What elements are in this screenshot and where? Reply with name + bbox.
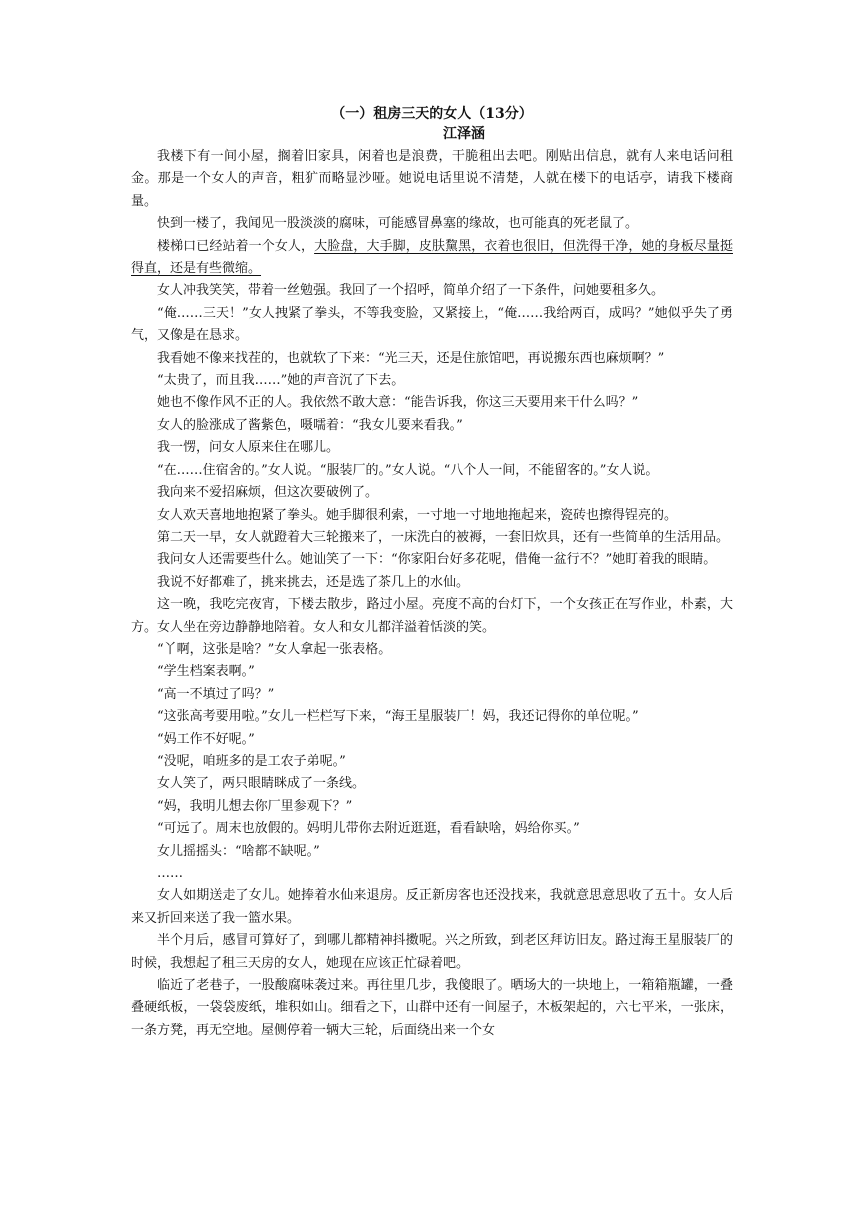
paragraph: “高一不填过了吗？”	[157, 686, 275, 702]
article-author: 江泽涵	[443, 126, 485, 142]
paragraph: 女人冲我笑笑，带着一丝勉强。我回了一个招呼，简单介绍了一下条件，问她要租多久。	[157, 283, 665, 299]
paragraph: 女人欢天喜地地抱紧了拳头。她手脚很利索，一寸地一寸地地拖起来，瓷砖也擦得锃亮的。	[157, 507, 678, 523]
paragraph: 女儿摇摇头：“啥都不缺呢。”	[157, 843, 320, 859]
paragraph: 我向来不爱招麻烦，但这次要破例了。	[157, 485, 379, 501]
paragraph: 第二天一早，女人就蹬着大三轮搬来了，一床洗白的被褥，一套旧炊具，还有一些简单的生活用品。	[157, 529, 730, 545]
paragraph: 女人如期送走了女儿。她捧着水仙来退房。反正新房客也还没找来，我就意思意思收了五十。女人后来又折回来送了我一篮水果。	[131, 888, 733, 926]
paragraph: 临近了老巷子，一股酸腐味袭过来。再往里几步，我傻眼了。晒场大的一块地上，一箱箱瓶罐，一叠叠硬纸板，一袋袋废纸，堆积如山。细看之下，山群中还有一间屋子，木板架起的，六七平米，一张床，一条方凳，再无空地。屋侧停着一辆大三轮，后面绕出来一个女	[131, 978, 733, 1038]
paragraph: “太贵了，而且我……”她的声音沉了下去。	[157, 373, 405, 389]
paragraph: 我楼下有一间小屋，搁着旧家具，闲着也是浪费，干脆租出去吧。刚贴出信息，就有人来电话问租金。那是一个女人的声音，粗犷而略显沙哑。她说电话里说不清楚，人就在楼下的电话亭，请我下楼商量。	[131, 149, 733, 209]
article-body	[131, 146, 733, 1042]
paragraph: “没呢，咱班多的是工农子弟呢。”	[157, 753, 346, 769]
article-title: （一）租房三天的女人（13分）	[331, 106, 533, 122]
article	[131, 104, 733, 1042]
paragraph: 我看她不像来找茬的，也就软了下来：“光三天，还是住旅馆吧，再说搬东西也麻烦啊？”	[157, 350, 665, 366]
paragraph: 我说不好都难了，挑来挑去，还是选了茶几上的水仙。	[157, 574, 470, 590]
paragraph: 她也不像作风不正的人。我依然不敢大意：“能告诉我，你这三天要用来干什么吗？”	[157, 395, 639, 411]
paragraph: “可远了。周末也放假的。妈明儿带你去附近逛逛，看看缺啥，妈给你买。”	[157, 821, 580, 837]
paragraph: “妈，我明儿想去你厂里参观下？”	[157, 798, 353, 814]
paragraph: 半个月后，感冒可算好了，到哪儿都精神抖擞呢。兴之所致，到老区拜访旧友。路过海王星服装厂的时候，我想起了租三天房的女人，她现在应该正忙碌着吧。	[131, 933, 733, 971]
paragraph: “这张高考要用啦。”女儿一栏栏写下来，“海王星服装厂！妈，我还记得你的单位呢。”	[157, 709, 639, 725]
underlined-passage: 大脸盘，大手脚，皮肤黧黑，衣着也很旧，但洗得干净，她的身板尽量挺得直，还是有些微缩。	[131, 238, 733, 277]
paragraph: 这一晚，我吃完夜宵，下楼去散步，路过小屋。亮度不高的台灯下，一个女孩正在写作业，朴素，大方。女人坐在旁边静静地陪着。女人和女儿都洋溢着恬淡的笑。	[131, 597, 733, 635]
paragraph: “丫啊，这张是啥？”女人拿起一张表格。	[157, 641, 392, 657]
paragraph: 我问女人还需要些什么。她讪笑了一下：“你家阳台好多花呢，借俺一盆行不？”她盯着我的眼睛。	[157, 552, 717, 568]
paragraph: “在……住宿舍的。”女人说。“服装厂的。”女人说。“八个人一间，不能留客的。”女人说。	[157, 462, 659, 478]
paragraph: ……	[157, 866, 183, 881]
paragraph	[131, 236, 733, 281]
paragraph: 女人的脸涨成了酱紫色，嗫嚅着：“我女儿要来看我。”	[157, 417, 463, 433]
paragraph: “学生档案表啊。”	[157, 664, 255, 680]
paragraph: “妈工作不好呢。”	[157, 731, 255, 747]
paragraph: 女人笑了，两只眼睛眯成了一条线。	[157, 776, 366, 792]
paragraph: 快到一楼了，我闻见一股淡淡的腐味，可能感冒鼻塞的缘故，也可能真的死老鼠了。	[157, 216, 639, 232]
paragraph: “俺……三天！”女人拽紧了拳头，不等我变脸，又紧接上，“俺……我给两百，成吗？”她似乎失了勇气，又像是在恳求。	[131, 305, 733, 344]
paragraph-text: 楼梯口已经站着一个女人，	[157, 238, 315, 254]
paragraph: 我一愣，问女人原来住在哪儿。	[157, 440, 340, 456]
